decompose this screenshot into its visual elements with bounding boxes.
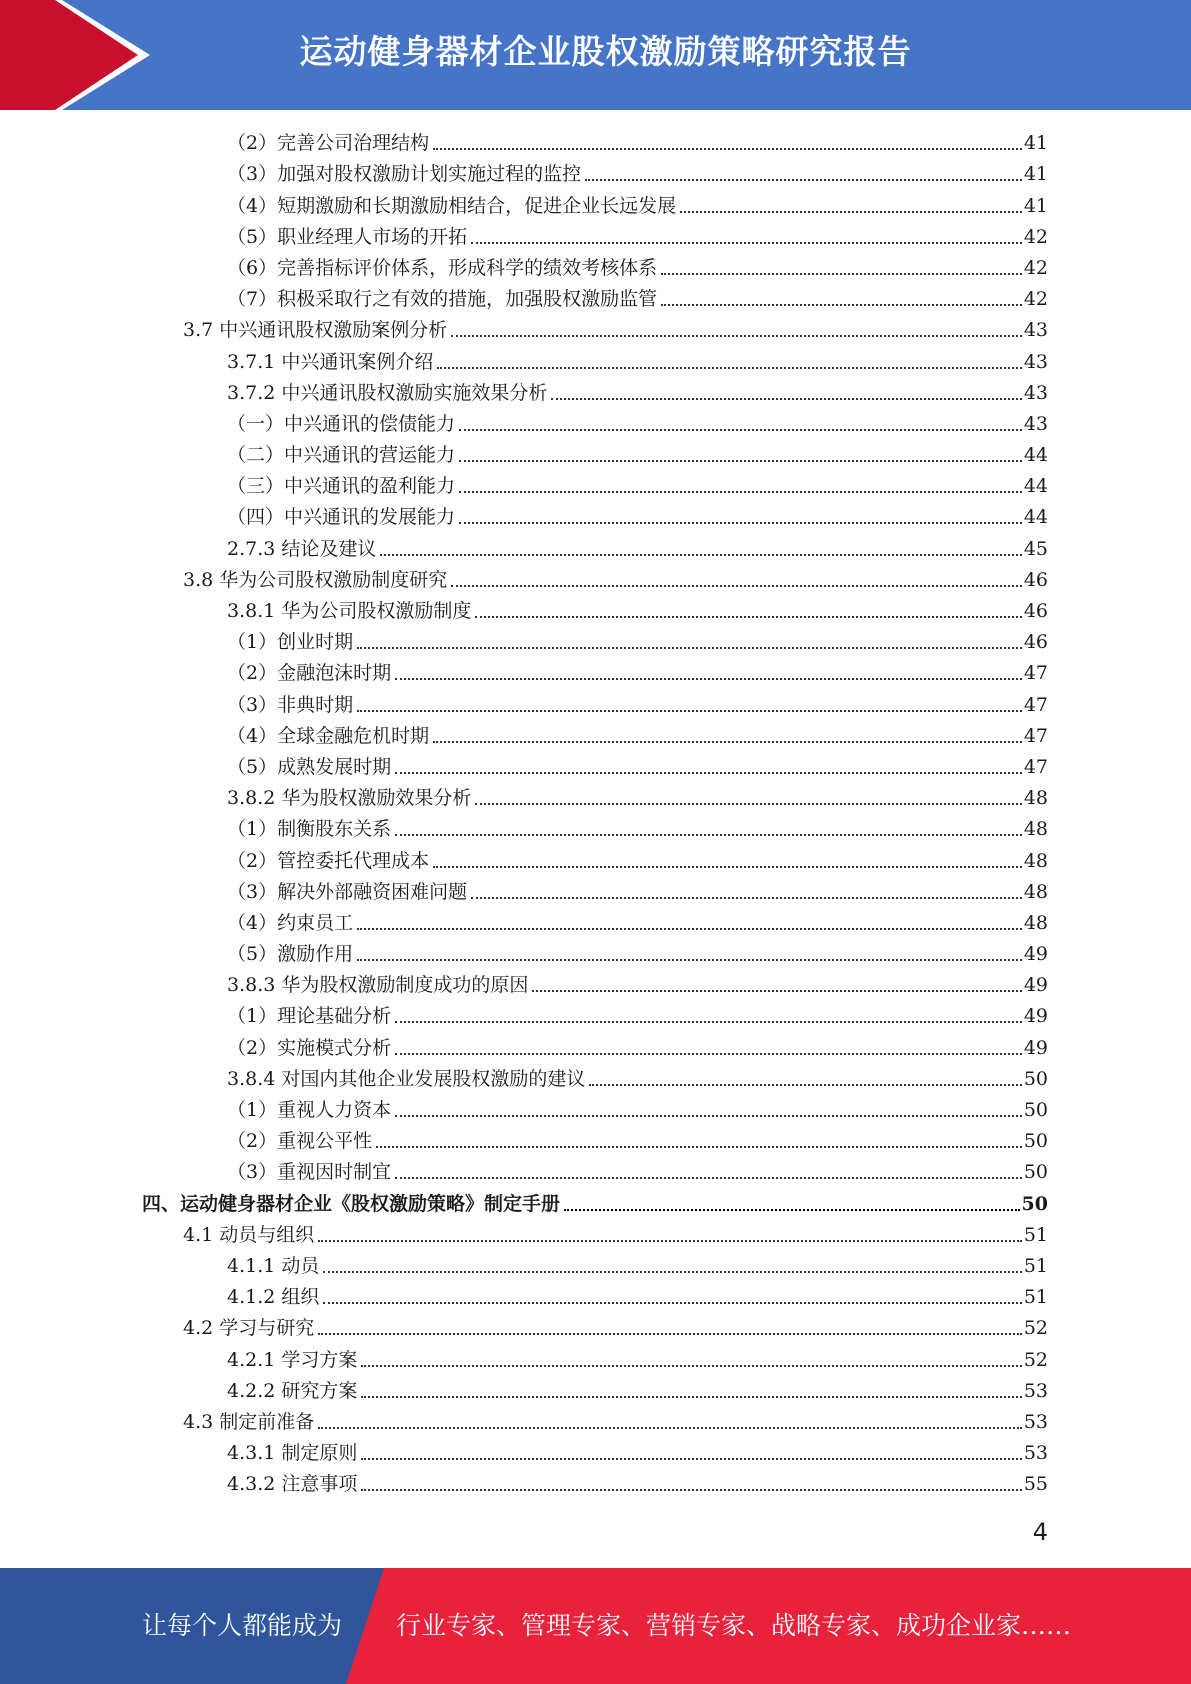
toc-dot-leader bbox=[357, 647, 1022, 649]
toc-entry[interactable] bbox=[0, 189, 1048, 220]
toc-entry[interactable] bbox=[0, 1312, 1048, 1343]
toc-entry[interactable] bbox=[0, 1406, 1048, 1437]
toc-entry-title: 4.1.1 动员 bbox=[227, 1254, 320, 1277]
toc-page-number: 44 bbox=[1023, 506, 1048, 529]
toc-entry-title: （2）重视公平性 bbox=[227, 1130, 373, 1153]
toc-dot-leader bbox=[361, 1489, 1021, 1491]
toc-entry[interactable] bbox=[0, 657, 1048, 688]
toc-page-number: 41 bbox=[1023, 163, 1048, 186]
toc-entry[interactable] bbox=[0, 1125, 1048, 1156]
toc-page-number: 49 bbox=[1023, 1005, 1048, 1028]
toc-page-number: 41 bbox=[1023, 194, 1048, 217]
toc-entry[interactable] bbox=[0, 252, 1048, 283]
toc-entry-title: 四、运动健身器材企业《股权激励策略》制定手册 bbox=[142, 1192, 561, 1215]
toc-entry[interactable] bbox=[0, 345, 1048, 376]
toc-entry[interactable] bbox=[0, 1156, 1048, 1187]
toc-dot-leader bbox=[589, 1084, 1021, 1086]
toc-page-number: 42 bbox=[1023, 256, 1048, 279]
toc-entry[interactable] bbox=[0, 876, 1048, 907]
toc-dot-leader bbox=[357, 928, 1022, 930]
toc-dot-leader bbox=[361, 1396, 1021, 1398]
toc-entry-title: （3）重视因时制宜 bbox=[227, 1161, 392, 1184]
toc-page-number: 47 bbox=[1023, 724, 1048, 747]
toc-entry[interactable] bbox=[0, 1094, 1048, 1125]
toc-entry-title: 3.7.1 中兴通讯案例介绍 bbox=[227, 350, 434, 373]
toc-entry[interactable] bbox=[0, 501, 1048, 532]
toc-page-number: 41 bbox=[1023, 132, 1048, 155]
toc-dot-leader bbox=[661, 304, 1022, 306]
toc-entry-title: （3）加强对股权激励计划实施过程的监控 bbox=[227, 163, 582, 186]
toc-page-number: 53 bbox=[1023, 1379, 1048, 1402]
toc-entry[interactable] bbox=[0, 1343, 1048, 1374]
toc-page-number: 47 bbox=[1023, 693, 1048, 716]
header-banner bbox=[0, 0, 1191, 110]
toc-entry-title: 3.7 中兴通讯股权激励案例分析 bbox=[183, 319, 448, 342]
toc-dot-leader bbox=[395, 1053, 1022, 1055]
toc-entry-title: （2）完善公司治理结构 bbox=[227, 132, 430, 155]
toc-entry-title: （5）激励作用 bbox=[227, 943, 354, 966]
toc-page-number: 47 bbox=[1023, 662, 1048, 685]
toc-page-number: 49 bbox=[1023, 1036, 1048, 1059]
toc-dot-leader bbox=[475, 616, 1021, 618]
toc-entry[interactable] bbox=[0, 907, 1048, 938]
toc-page-number: 44 bbox=[1023, 475, 1048, 498]
toc-entry[interactable] bbox=[0, 439, 1048, 470]
toc-entry-title: 3.8.4 对国内其他企业发展股权激励的建议 bbox=[227, 1067, 586, 1090]
toc-page-number: 48 bbox=[1023, 787, 1048, 810]
toc-page-number: 53 bbox=[1023, 1410, 1048, 1433]
toc-dot-leader bbox=[433, 866, 1022, 868]
toc-entry-title: （二）中兴通讯的营运能力 bbox=[227, 444, 456, 467]
toc-dot-leader bbox=[395, 1177, 1022, 1179]
toc-entry-title: 4.3.1 制定原则 bbox=[227, 1442, 358, 1465]
toc-dot-leader bbox=[433, 741, 1022, 743]
toc-dot-leader bbox=[395, 834, 1022, 836]
toc-page-number: 51 bbox=[1023, 1223, 1048, 1246]
toc-dot-leader bbox=[551, 398, 1021, 400]
toc-page-number: 50 bbox=[1021, 1192, 1048, 1215]
toc-entry-title: （5）成熟发展时期 bbox=[227, 755, 392, 778]
toc-dot-leader bbox=[318, 1427, 1022, 1429]
toc-dot-leader bbox=[661, 273, 1022, 275]
toc-entry[interactable] bbox=[0, 1031, 1048, 1062]
toc-dot-leader bbox=[471, 897, 1022, 899]
toc-entry-title: （一）中兴通讯的偿债能力 bbox=[227, 412, 456, 435]
toc-entry-title: （2）管控委托代理成本 bbox=[227, 849, 430, 872]
toc-dot-leader bbox=[585, 179, 1022, 181]
toc-dot-leader bbox=[361, 1365, 1021, 1367]
toc-dot-leader bbox=[395, 1021, 1022, 1023]
toc-entry[interactable] bbox=[0, 314, 1048, 345]
toc-entry-title: （1）理论基础分析 bbox=[227, 1005, 392, 1028]
toc-entry[interactable] bbox=[0, 377, 1048, 408]
toc-page-number: 43 bbox=[1023, 381, 1048, 404]
toc-entry[interactable] bbox=[0, 127, 1048, 158]
toc-dot-leader bbox=[395, 772, 1022, 774]
toc-entry-title: 3.8.3 华为股权激励制度成功的原因 bbox=[227, 974, 529, 997]
toc-entry[interactable] bbox=[0, 283, 1048, 314]
toc-page-number: 50 bbox=[1023, 1067, 1048, 1090]
toc-page-number: 45 bbox=[1023, 537, 1048, 560]
toc-entry[interactable] bbox=[0, 1000, 1048, 1031]
toc-entry-title: （3）解决外部融资困难问题 bbox=[227, 880, 468, 903]
toc-entry[interactable] bbox=[0, 1219, 1048, 1250]
toc-page-number: 43 bbox=[1023, 350, 1048, 373]
toc-dot-leader bbox=[471, 242, 1022, 244]
toc-dot-leader bbox=[459, 491, 1022, 493]
toc-dot-leader bbox=[323, 1271, 1021, 1273]
toc-entry[interactable] bbox=[0, 782, 1048, 813]
toc-dot-leader bbox=[459, 460, 1022, 462]
toc-dot-leader bbox=[437, 367, 1021, 369]
toc-page-number: 43 bbox=[1023, 319, 1048, 342]
toc-dot-leader bbox=[564, 1209, 1020, 1211]
toc-entry-title: 3.8 华为公司股权激励制度研究 bbox=[183, 568, 448, 591]
toc-dot-leader bbox=[318, 1333, 1022, 1335]
toc-entry[interactable] bbox=[0, 1375, 1048, 1406]
toc-entry-title: （6）完善指标评价体系，形成科学的绩效考核体系 bbox=[227, 256, 658, 279]
toc-page-number: 46 bbox=[1023, 631, 1048, 654]
toc-entry[interactable] bbox=[0, 626, 1048, 657]
toc-page-number: 53 bbox=[1023, 1442, 1048, 1465]
toc-entry[interactable] bbox=[0, 844, 1048, 875]
toc-entry-title: （2）实施模式分析 bbox=[227, 1036, 392, 1059]
toc-entry-title: （三）中兴通讯的盈利能力 bbox=[227, 475, 456, 498]
toc-entry-title: （5）职业经理人市场的开拓 bbox=[227, 225, 468, 248]
toc-page-number: 50 bbox=[1023, 1161, 1048, 1184]
toc-dot-leader bbox=[459, 429, 1022, 431]
toc-dot-leader bbox=[395, 678, 1022, 680]
toc-page-number: 48 bbox=[1023, 818, 1048, 841]
toc-entry-title: 4.3 制定前准备 bbox=[183, 1410, 315, 1433]
toc-page-number: 51 bbox=[1023, 1254, 1048, 1277]
toc-entry[interactable] bbox=[0, 408, 1048, 439]
toc-page-number: 51 bbox=[1023, 1286, 1048, 1309]
toc-dot-leader bbox=[318, 1240, 1022, 1242]
toc-entry[interactable] bbox=[0, 1063, 1048, 1094]
toc-entry-title: （4）短期激励和长期激励相结合，促进企业长远发展 bbox=[227, 194, 677, 217]
toc-page-number: 49 bbox=[1023, 943, 1048, 966]
toc-entry[interactable] bbox=[0, 158, 1048, 189]
document-title: 运动健身器材企业股权激励策略研究报告 bbox=[299, 32, 912, 71]
toc-entry[interactable] bbox=[0, 595, 1048, 626]
toc-entry[interactable] bbox=[0, 470, 1048, 501]
toc-entry-title: 4.1.2 组织 bbox=[227, 1286, 320, 1309]
toc-entry-title: 3.8.1 华为公司股权激励制度 bbox=[227, 600, 472, 622]
toc-entry-title: 4.2 学习与研究 bbox=[183, 1317, 315, 1340]
toc-page-number: 42 bbox=[1023, 225, 1048, 248]
toc-entry[interactable] bbox=[0, 1468, 1048, 1499]
toc-entry-title: 4.1 动员与组织 bbox=[183, 1223, 315, 1246]
toc-entry[interactable] bbox=[0, 751, 1048, 782]
footer-banner bbox=[0, 1568, 1191, 1684]
toc-page-number: 42 bbox=[1023, 288, 1048, 311]
toc-page-number: 50 bbox=[1023, 1130, 1048, 1153]
toc-page-number: 48 bbox=[1023, 880, 1048, 903]
toc-dot-leader bbox=[357, 959, 1022, 961]
toc-entry-title: 3.7.2 中兴通讯股权激励实施效果分析 bbox=[227, 381, 548, 404]
toc-page-number: 46 bbox=[1023, 568, 1048, 591]
toc-page-number: 52 bbox=[1023, 1348, 1048, 1371]
toc-entry-title: 4.2.2 研究方案 bbox=[227, 1379, 358, 1402]
toc-page-number: 48 bbox=[1023, 849, 1048, 872]
toc-entry-title: （1）制衡股东关系 bbox=[227, 818, 392, 841]
toc-page-number: 48 bbox=[1023, 911, 1048, 934]
toc-entry[interactable] bbox=[0, 221, 1048, 252]
toc-dot-leader bbox=[475, 803, 1021, 805]
footer-slogan-left: 让每个人都能成为 bbox=[142, 1611, 343, 1640]
toc-entry[interactable] bbox=[0, 688, 1048, 719]
toc-entry-title: （1）创业时期 bbox=[227, 631, 354, 654]
toc-dot-leader bbox=[532, 990, 1021, 992]
toc-entry[interactable] bbox=[0, 969, 1048, 1000]
toc-entry[interactable] bbox=[0, 938, 1048, 969]
toc-dot-leader bbox=[361, 1458, 1021, 1460]
toc-entry[interactable] bbox=[0, 564, 1048, 595]
toc-page-number: 50 bbox=[1023, 1099, 1048, 1121]
table-of-contents bbox=[0, 127, 1191, 1499]
toc-page-number: 44 bbox=[1023, 444, 1048, 467]
toc-dot-leader bbox=[323, 1302, 1021, 1304]
toc-entry-title: （3）非典时期 bbox=[227, 693, 354, 716]
toc-dot-leader bbox=[451, 335, 1022, 337]
toc-page-number: 55 bbox=[1023, 1473, 1048, 1496]
footer-slogan-right: 行业专家、管理专家、营销专家、战略专家、成功企业家…… bbox=[396, 1611, 1072, 1640]
toc-entry-title: 4.2.1 学习方案 bbox=[227, 1348, 358, 1371]
toc-entry-title: 3.8.2 华为股权激励效果分析 bbox=[227, 787, 472, 810]
toc-page-number: 52 bbox=[1023, 1317, 1048, 1340]
toc-entry[interactable] bbox=[0, 1187, 1048, 1218]
toc-dot-leader bbox=[459, 522, 1022, 524]
toc-dot-leader bbox=[376, 1146, 1022, 1148]
toc-page-number: 43 bbox=[1023, 412, 1048, 435]
toc-page-number: 49 bbox=[1023, 974, 1048, 997]
toc-entry-title: 2.7.3 结论及建议 bbox=[227, 537, 377, 560]
toc-entry-title: （四）中兴通讯的发展能力 bbox=[227, 506, 456, 529]
toc-page-number: 46 bbox=[1023, 600, 1048, 622]
toc-dot-leader bbox=[680, 211, 1022, 213]
toc-dot-leader bbox=[395, 1115, 1022, 1117]
toc-entry-title: （1）重视人力资本 bbox=[227, 1099, 392, 1121]
toc-entry[interactable] bbox=[0, 813, 1048, 844]
toc-page-number: 47 bbox=[1023, 755, 1048, 778]
toc-entry-title: 4.3.2 注意事项 bbox=[227, 1473, 358, 1496]
toc-dot-leader bbox=[433, 148, 1022, 150]
toc-dot-leader bbox=[357, 710, 1022, 712]
toc-entry[interactable] bbox=[0, 1437, 1048, 1468]
toc-entry-title: （2）金融泡沫时期 bbox=[227, 662, 392, 685]
toc-dot-leader bbox=[451, 585, 1022, 587]
toc-entry[interactable] bbox=[0, 532, 1048, 563]
toc-entry[interactable] bbox=[0, 1281, 1048, 1312]
toc-entry-title: （4）全球金融危机时期 bbox=[227, 724, 430, 747]
toc-dot-leader bbox=[380, 554, 1021, 556]
toc-entry[interactable] bbox=[0, 720, 1048, 751]
page-number: 4 bbox=[1032, 1518, 1048, 1546]
toc-entry-title: （7）积极采取行之有效的措施，加强股权激励监管 bbox=[227, 288, 658, 311]
toc-entry-title: （4）约束员工 bbox=[227, 911, 354, 934]
toc-entry[interactable] bbox=[0, 1250, 1048, 1281]
